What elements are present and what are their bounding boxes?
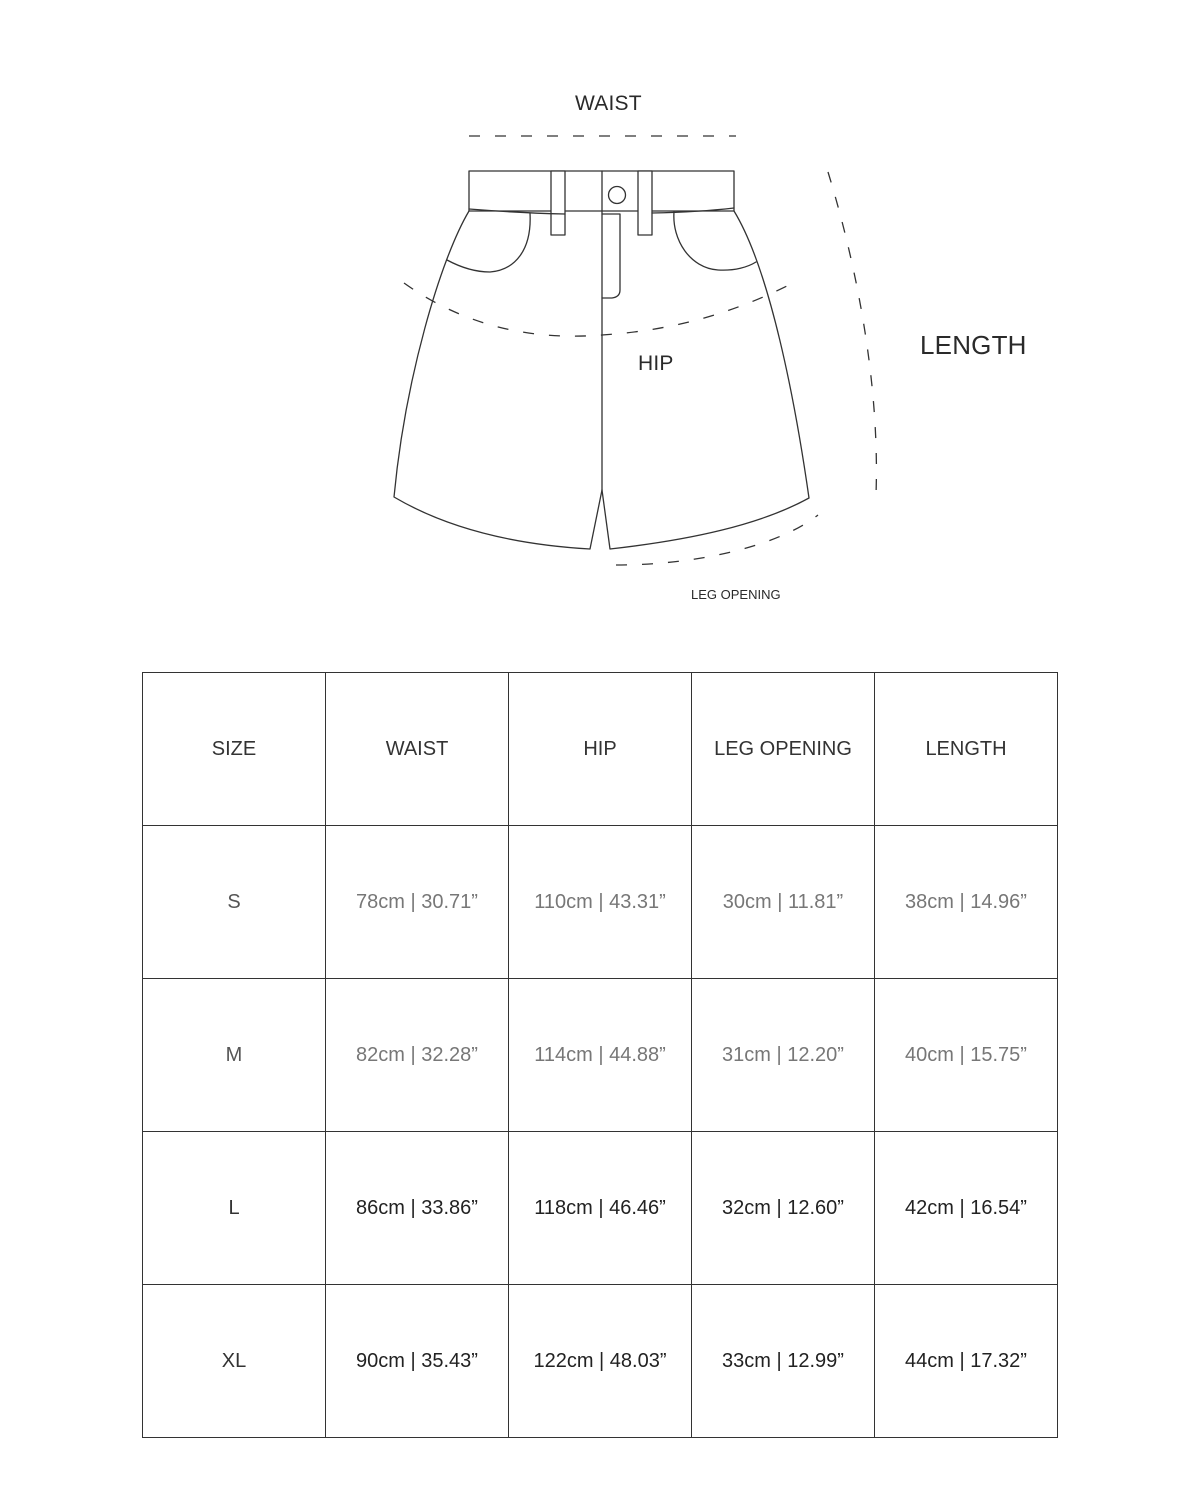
size-cell: S (143, 826, 326, 979)
belt-loop-right (638, 171, 652, 235)
hip-measure-line (404, 282, 795, 336)
left-leg-outline (394, 211, 602, 549)
table-row (143, 826, 1058, 979)
button-icon (609, 187, 626, 204)
leg-opening-cell: 31cm | 12.20” (692, 979, 875, 1132)
waist-cell: 86cm | 33.86” (326, 1132, 509, 1285)
shorts-diagram (0, 0, 1200, 640)
header-waist: WAIST (326, 673, 509, 826)
size-chart-table (142, 672, 1058, 1438)
hip-cell: 122cm | 48.03” (509, 1285, 692, 1438)
header-leg-opening: LEG OPENING (692, 673, 875, 826)
length-cell: 42cm | 16.54” (875, 1132, 1058, 1285)
leg-opening-measure-line (616, 515, 818, 565)
header-hip: HIP (509, 673, 692, 826)
hip-cell: 114cm | 44.88” (509, 979, 692, 1132)
hip-cell: 118cm | 46.46” (509, 1132, 692, 1285)
pocket-left (447, 213, 530, 272)
table-row (143, 979, 1058, 1132)
pocket-right (674, 212, 756, 270)
hip-cell: 110cm | 43.31” (509, 826, 692, 979)
leg-opening-cell: 33cm | 12.99” (692, 1285, 875, 1438)
header-size: SIZE (143, 673, 326, 826)
size-cell: L (143, 1132, 326, 1285)
leg-opening-label: LEG OPENING (691, 587, 781, 602)
table-row (143, 1132, 1058, 1285)
hip-label: HIP (638, 352, 674, 375)
leg-opening-cell: 30cm | 11.81” (692, 826, 875, 979)
length-measure-line (828, 172, 876, 495)
length-cell: 44cm | 17.32” (875, 1285, 1058, 1438)
length-label: LENGTH (920, 330, 1027, 360)
length-cell: 38cm | 14.96” (875, 826, 1058, 979)
table-row (143, 1285, 1058, 1438)
length-cell: 40cm | 15.75” (875, 979, 1058, 1132)
waist-cell: 82cm | 32.28” (326, 979, 509, 1132)
size-cell: M (143, 979, 326, 1132)
header-length: LENGTH (875, 673, 1058, 826)
waist-cell: 90cm | 35.43” (326, 1285, 509, 1438)
waist-label: WAIST (575, 92, 642, 115)
leg-opening-cell: 32cm | 12.60” (692, 1132, 875, 1285)
right-leg-outline (602, 211, 809, 549)
belt-loop-left (551, 171, 565, 235)
table-header-row (143, 673, 1058, 826)
waist-cell: 78cm | 30.71” (326, 826, 509, 979)
size-cell: XL (143, 1285, 326, 1438)
